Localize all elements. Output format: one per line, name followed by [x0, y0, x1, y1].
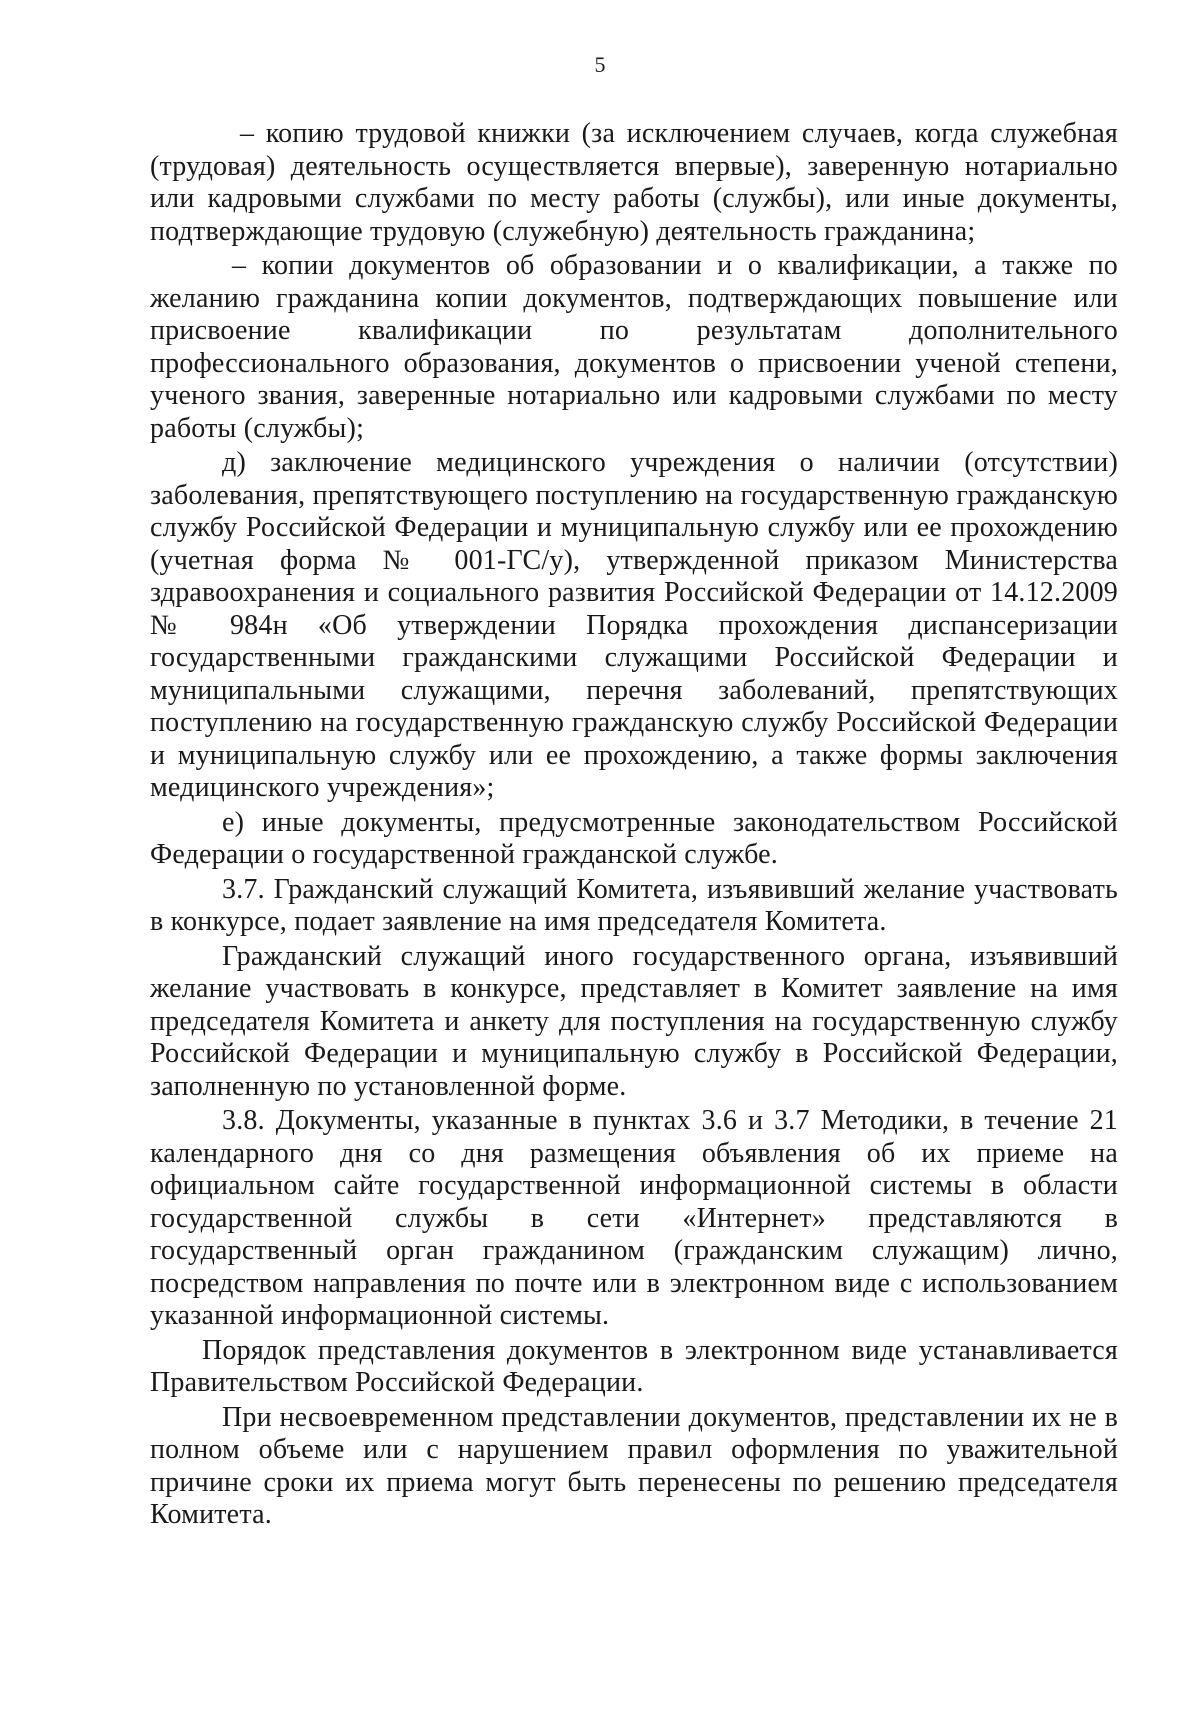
paragraph-electronic-procedure: Порядок представления документов в электронном виде устанавливается Правительством Российской Федерации.	[150, 1334, 1118, 1398]
paragraph-other-agency-servant: Гражданский служащий иного государственного органа, изъявивший желание участвовать в конкурсе, представляет в Комитет заявление на имя председателя Комитета и анкету для поступления на государственную службу Российской Федерации и муниципальную службу в Российской Федерации, заполненную по установленной форме.	[150, 940, 1118, 1102]
paragraph-work-record-copy: – копию трудовой книжки (за исключением случаев, когда служебная (трудовая) деятельность осуществляется впервые), заверенную нотариально или кадровыми службами по месту работы (службы), или иные документы, подтверждающие трудовую (служебную) деятельность гражданина;	[150, 118, 1118, 247]
document-body	[150, 118, 1118, 1532]
page-number: 5	[594, 52, 606, 77]
paragraph-3-8: 3.8. Документы, указанные в пунктах 3.6 и 3.7 Методики, в течение 21 календарного дня со дня размещения объявления об их приеме на официальном сайте государственной информационной системы в области государственной службы в сети «Интернет» представляются в государственный орган гражданином (гражданским служащим) лично, посредством направления по почте или в электронном виде с использованием указанной информационной системы.	[150, 1105, 1118, 1331]
paragraph-other-documents: е) иные документы, предусмотренные законодательством Российской Федерации о государственной гражданской службе.	[150, 806, 1118, 870]
paragraph-medical-conclusion: д) заключение медицинского учреждения о наличии (отсутствии) заболевания, препятствующего поступлению на государственную гражданскую службу Российской Федерации и муниципальную службу или ее прохождению (учетная форма № 001-ГС/у), утвержденной приказом Министерства здравоохранения и социального развития Российской Федерации от 14.12.2009 № 984н «Об утверждении Порядка прохождения диспансеризации государственными гражданскими служащими Российской Федерации и муниципальными служащими, перечня заболеваний, препятствующих поступлению на государственную гражданскую службу Российской Федерации и муниципальную службу или ее прохождению, а также формы заключения медицинского учреждения»;	[150, 447, 1118, 803]
paragraph-education-documents: – копии документов об образовании и о квалификации, а также по желанию гражданина копии документов, подтверждающих повышение или присвоение квалификации по результатам дополнительного профессионального образования, документов о присвоении ученой степени, ученого звания, заверенные нотариально или кадровыми службами по месту работы (службы);	[150, 250, 1118, 444]
paragraph-3-7: 3.7. Гражданский служащий Комитета, изъявивший желание участвовать в конкурсе, подает заявление на имя председателя Комитета.	[150, 873, 1118, 937]
paragraph-late-submission: При несвоевременном представлении документов, представлении их не в полном объеме или с нарушением правил оформления по уважительной причине сроки их приема могут быть перенесены по решению председателя Комитета.	[150, 1401, 1118, 1530]
